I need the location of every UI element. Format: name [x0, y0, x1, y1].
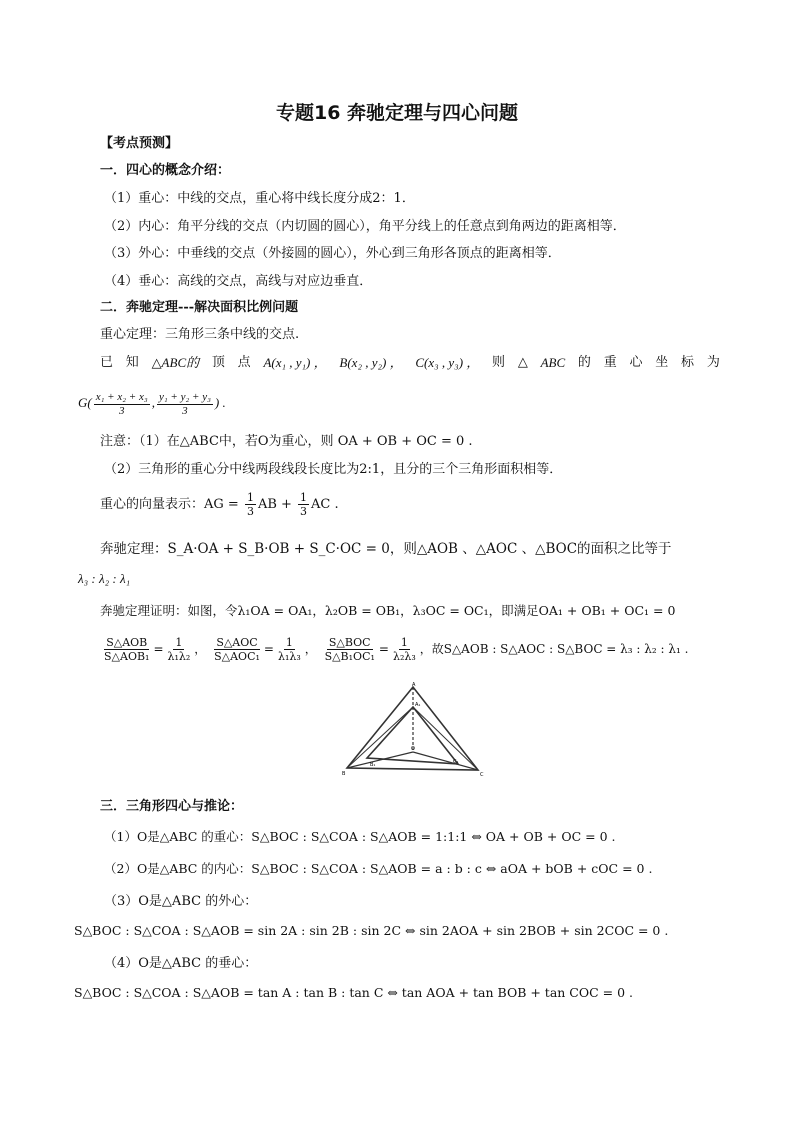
fraction-numerator: S△AOC: [216, 636, 258, 649]
fraction: [323, 636, 377, 663]
benz-figure: [340, 682, 490, 778]
formula-text: AC .: [311, 497, 339, 512]
fraction-numerator: 1: [400, 636, 408, 649]
page-title: 专题16 奔驰定理与四心问题: [275, 102, 519, 124]
known-word: A(x₁ , y₁) ，: [263, 355, 327, 370]
known-word: 点: [237, 355, 251, 370]
known-word: △: [517, 355, 528, 370]
label-a1: A₁: [415, 702, 421, 708]
benz-theorem-ratio: λ₃ : λ₂ : λ₁: [78, 571, 131, 586]
fraction: [102, 636, 151, 663]
fraction-numerator: 1: [175, 636, 183, 649]
note-2: （2）三角形的重心分中线两段线段长度比为2:1，且分的三个三角形面积相等．: [104, 462, 563, 477]
fraction-denominator: S△B₁OC₁: [324, 650, 375, 663]
sec3-item-2: （2）O是△ABC 的内心：S△BOC : S△COA : S△AOB = a : b : c ⇔ aOA + bOB + cOC = 0 .: [104, 861, 653, 876]
sec3-item-1: （1）O是△ABC 的重心：S△BOC : S△COA : S△AOB = 1:1:1 ⇔ OA + OB + OC = 0 .: [104, 829, 616, 844]
benz-theorem: 奔驰定理：S_A·OA + S_B·OB + S_C·OC = 0，则△AOB 、△AOC 、△BOC的面积之比等于: [100, 541, 672, 557]
sec1-heading: 一．四心的概念介绍：: [100, 163, 231, 178]
vector-representation: [100, 490, 339, 520]
sec1-item-1: （1）重心：中线的交点，重心将中线长度分成2：1．: [104, 191, 415, 206]
fraction-denominator: 3: [182, 404, 188, 417]
fraction-numerator: x₁ + x₂ + x₃: [95, 390, 148, 403]
centroid-formula: G( $\frac{\text{x₁ + x₂ + x₃}}{3}$ , $\frac{\text{y₁ + y₂ + y₃}}{3}$ ) .: [78, 390, 226, 417]
fraction-numerator: 1: [300, 491, 308, 504]
sec2-heading: 二．奔驰定理---解决面积比例问题: [100, 300, 299, 315]
fraction-denominator: λ₂λ₃: [392, 650, 416, 663]
area-ratios: $\frac{\text{S△AOB}}{\text{S△AOB₁}}$ = $\frac{1}{\text{λ₁λ₂}}$ ， $\frac{\text{S△AOC}}{\text{S△AOC₁}}$ = $\frac{1}{\text{λ₁λ₃}}$ ， $\frac{\text{S△BOC}}{\text{S△B₁OC₁}}$ = $\frac{1}{\text{λ₂λ₃}}$ ，故S△AOB : S△AOC : S△BOC = λ₃ : λ₂ : λ₁ .: [104, 636, 689, 663]
sec3-item-3-formula: S△BOC : S△COA : S△AOB = sin 2A : sin 2B : sin 2C ⇔ sin 2AOA + sin 2BOB + sin 2COC = 0 .: [74, 923, 669, 938]
fraction: [245, 491, 256, 518]
known-word: ABC: [540, 355, 566, 370]
known-word: 坐: [655, 355, 669, 370]
sec1-item-2: （2）内心：角平分线的交点（内切圆的圆心），角平分线上的任意点到角两边的距离相等．: [104, 219, 626, 234]
fraction-denominator: λ₁λ₂: [167, 650, 191, 663]
fraction-denominator: S△AOC₁: [214, 650, 260, 663]
fraction: [298, 491, 309, 518]
fraction: [157, 391, 213, 418]
fraction-numerator: 1: [246, 491, 254, 504]
note-1: 注意：（1）在△ABC中，若O为重心，则 OA + OB + OC = 0 .: [100, 434, 473, 449]
fraction-numerator: 1: [285, 636, 293, 649]
formula-text: 重心的向量表示：AG =: [100, 497, 243, 512]
known-word: B(x₂ , y₂) ，: [339, 355, 403, 370]
formula-text: AB +: [257, 497, 297, 512]
inner-triangle-a1b1c1: [367, 707, 458, 764]
centroid-definition: 重心定理：三角形三条中线的交点.: [100, 327, 300, 342]
label-b: B: [342, 771, 346, 777]
sec3-item-4-formula: S△BOC : S△COA : S△AOB = tan A : tan B : tan C ⇔ tan AOA + tan BOB + tan COC = 0 .: [74, 985, 633, 1000]
fraction: [212, 636, 262, 663]
known-word: 知: [125, 355, 139, 370]
label-b1: B₁: [370, 762, 376, 768]
fraction-denominator: λ₁λ₃: [277, 650, 301, 663]
known-word: 顶: [211, 355, 225, 370]
fraction: [166, 636, 193, 663]
sec3-item-3: （3）O是△ABC 的外心：: [104, 894, 258, 909]
label-c: C: [480, 772, 484, 778]
known-word: 为: [706, 355, 720, 370]
fraction: [391, 636, 418, 663]
known-word: 已: [100, 355, 114, 370]
fraction-numerator: y₁ + y₂ + y₃: [158, 390, 211, 403]
known-word: 标: [681, 355, 695, 370]
formula-text: ) .: [214, 395, 226, 410]
ratio-conclusion: ，故S△AOB : S△AOC : S△BOC = λ₃ : λ₂ : λ₁ .: [419, 642, 689, 656]
fraction-denominator: S△AOB₁: [104, 650, 150, 663]
label-a: A: [412, 682, 416, 688]
fraction-denominator: 3: [246, 505, 254, 518]
known-word: 则: [492, 355, 506, 370]
label-o: O: [411, 746, 415, 752]
fraction-numerator: S△AOB: [106, 636, 148, 649]
known-word: 重: [603, 355, 617, 370]
label-c1: C₁: [453, 759, 459, 765]
fraction: [94, 391, 150, 418]
fraction-denominator: 3: [300, 505, 308, 518]
known-word: 的: [577, 355, 591, 370]
known-word: △ABC的: [151, 355, 200, 370]
benz-proof: 奔驰定理证明：如图，令λ₁OA = OA₁，λ₂OB = OB₁，λ₃OC = OC₁，即满足OA₁ + OB₁ + OC₁ = 0: [100, 603, 676, 618]
fraction-numerator: S△BOC: [328, 636, 371, 649]
known-word: C(x₃ , y₃) ，: [415, 355, 480, 370]
fraction: [276, 636, 303, 663]
formula-text: G(: [78, 395, 92, 410]
section-header: 【考点预测】: [100, 136, 179, 151]
fraction-denominator: 3: [118, 404, 125, 417]
sec1-item-4: （4）垂心：高线的交点，高线与对应边垂直．: [104, 274, 373, 289]
sec1-item-3: （3）外心：中垂线的交点（外接圆的圆心），外心到三角形各顶点的距离相等．: [104, 246, 561, 261]
sec3-heading: 三．三角形四心与推论：: [100, 799, 244, 814]
known-word: 心: [629, 355, 643, 370]
sec3-item-4: （4）O是△ABC 的垂心：: [104, 956, 258, 971]
known-vertices-line: [100, 354, 720, 372]
